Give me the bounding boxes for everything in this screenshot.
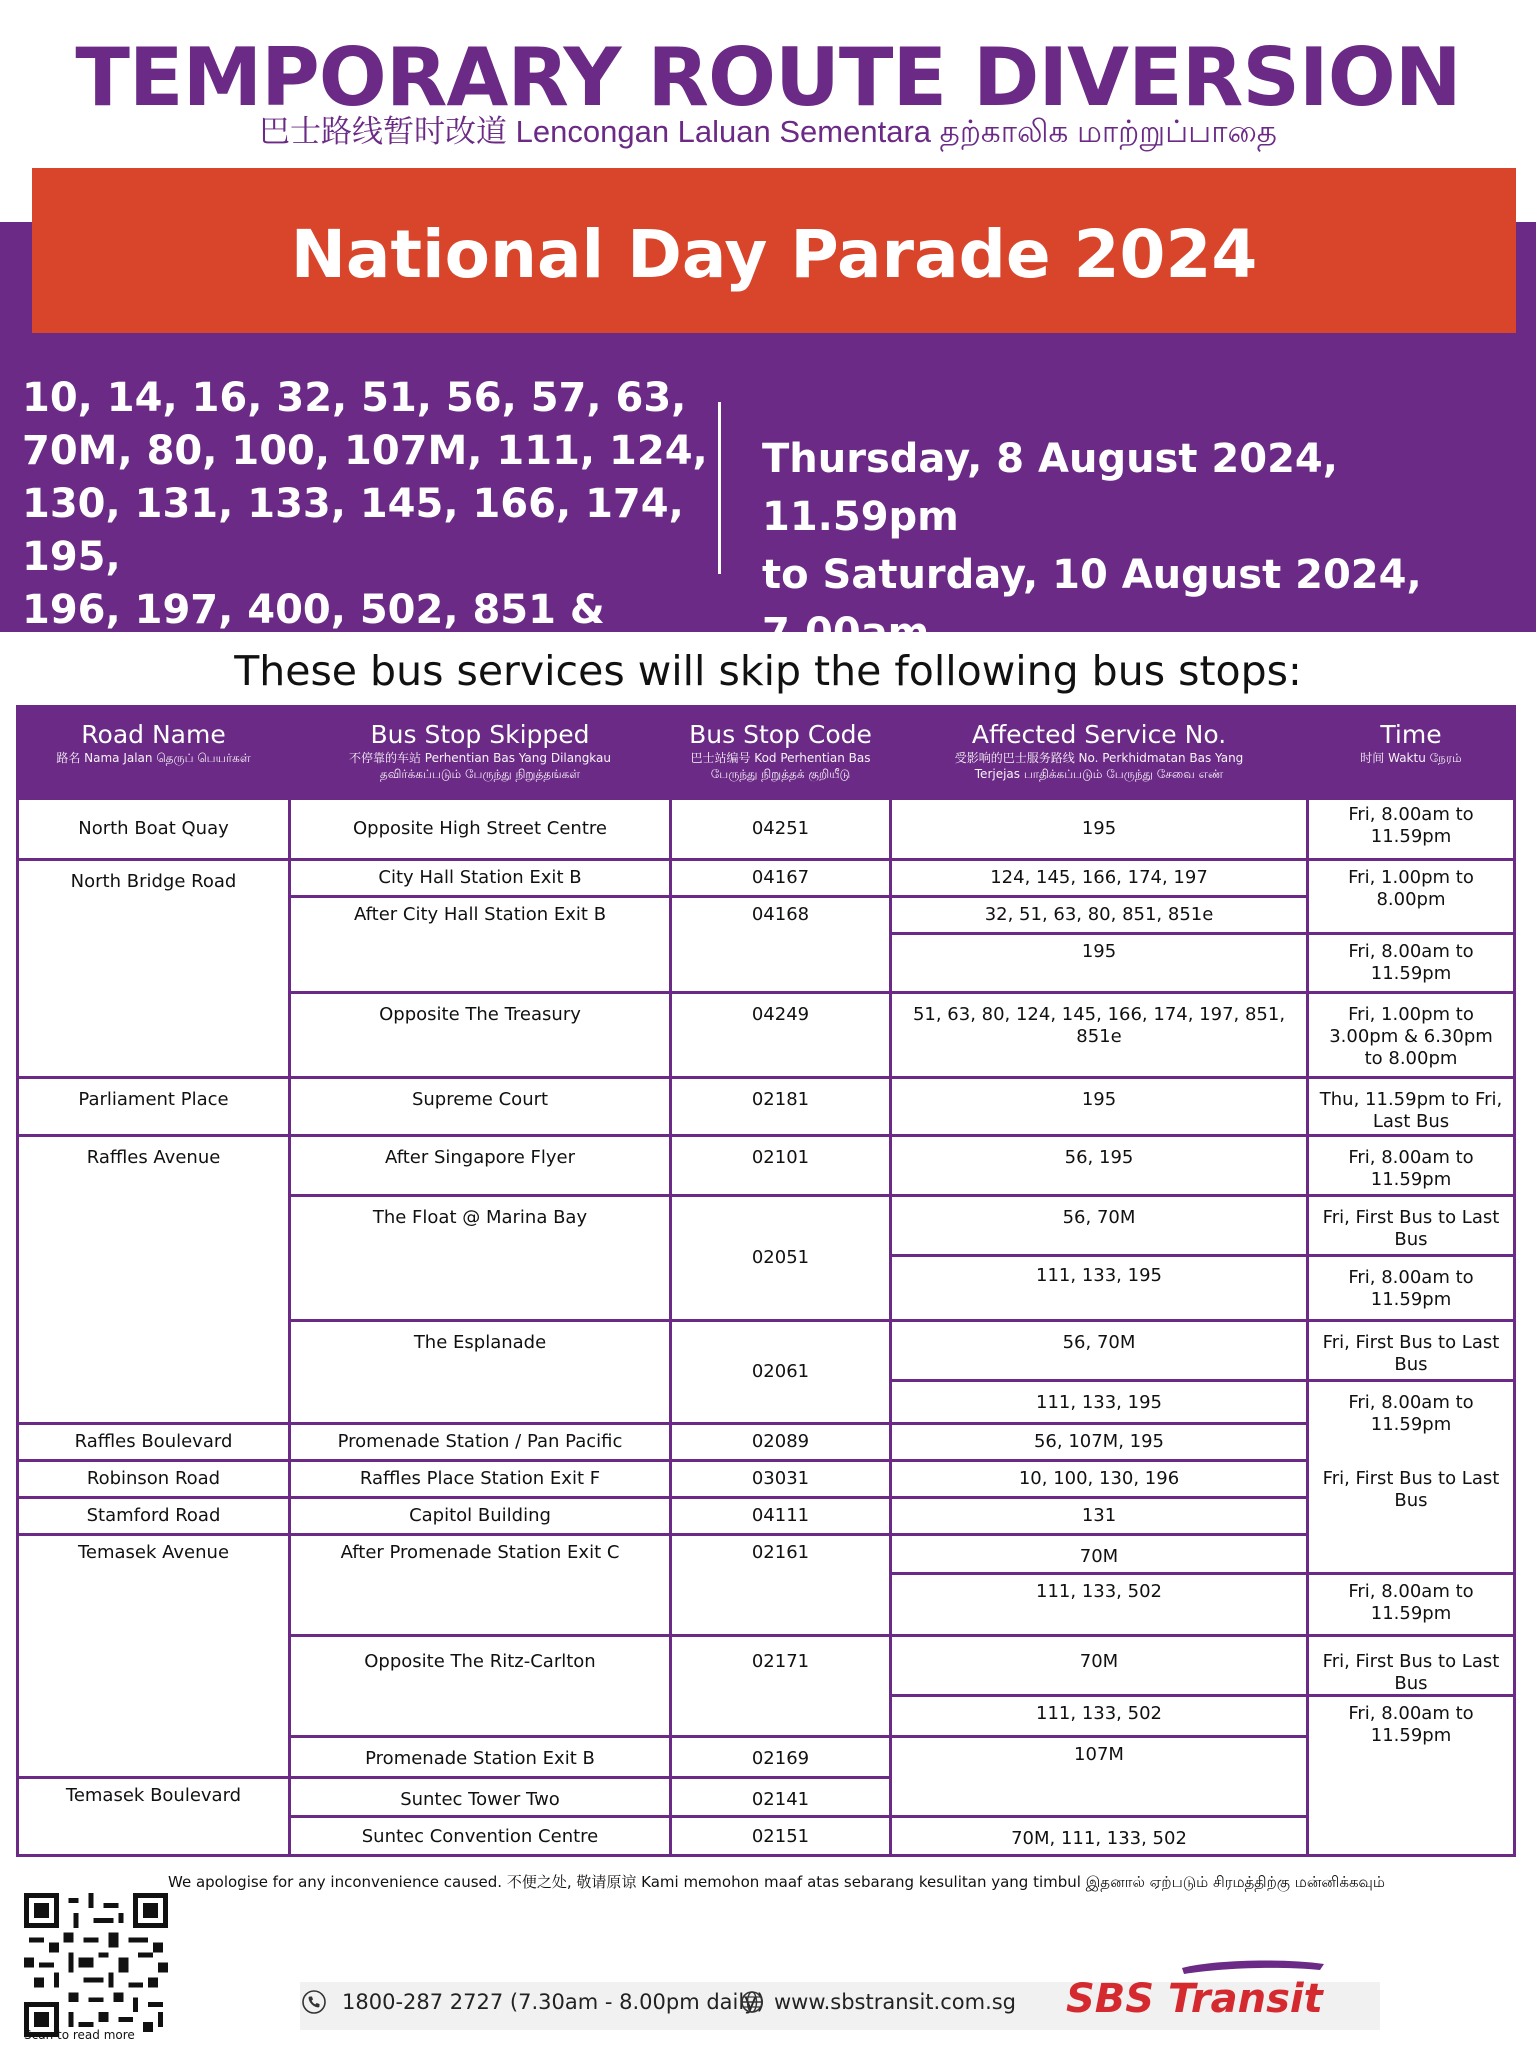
bus-stop-code-cell: 02051	[672, 1197, 889, 1319]
time-cell: Thu, 11.59pm to Fri, Last Bus	[1309, 1079, 1513, 1134]
header-bus-stop-skipped	[291, 708, 669, 797]
road-name-cell: North Bridge Road	[19, 861, 288, 1076]
bus-stop-cell: Supreme Court	[291, 1079, 669, 1134]
page-subtitle-multilingual: 巴士路线暂时改道 Lencongan Laluan Sementara தற்காலிக மாற்றுப்பாதை	[259, 114, 1277, 149]
bus-stop-code-cell: 04251	[672, 800, 889, 858]
affected-service-cell: 56, 70M	[892, 1322, 1306, 1379]
bus-stop-code-cell: 04111	[672, 1499, 889, 1533]
bus-stop-code-cell: 02169	[672, 1738, 889, 1776]
affected-service-cell: 70M	[892, 1536, 1306, 1572]
apology-note: We apologise for any inconvenience caused. 不便之处, 敬请原谅 Kami memohon maaf atas sebarang kesulitan yang timbul இதனால் ஏற்படும் சிரமத்திற்கு மன்னிக்கவும்	[168, 1873, 1385, 1891]
road-name-cell: Parliament Place	[19, 1079, 288, 1134]
affected-service-cell: 111, 133, 195	[892, 1382, 1306, 1422]
bus-stop-code-cell: 02141	[672, 1779, 889, 1815]
bus-stop-cell: The Esplanade	[291, 1322, 669, 1422]
bus-stop-code-cell: 02181	[672, 1079, 889, 1134]
affected-service-cell: 56, 70M	[892, 1197, 1306, 1254]
affected-service-cell: 131	[892, 1499, 1306, 1533]
bus-stop-cell: After Singapore Flyer	[291, 1137, 669, 1194]
affected-service-cell: 124, 145, 166, 174, 197	[892, 861, 1306, 895]
bus-stop-code-cell: 02061	[672, 1322, 889, 1422]
website-link[interactable]: www.sbstransit.com.sg	[774, 1990, 1017, 2014]
bus-stop-cell: Capitol Building	[291, 1499, 669, 1533]
time-cell: Fri, 8.00am to 11.59pm	[1309, 1697, 1513, 1854]
header-sublabel: தவிர்க்கப்படும் பேருந்து நிறுத்தங்கள்	[379, 767, 581, 781]
bus-stop-code-cell: 02101	[672, 1137, 889, 1194]
bus-stop-code-cell: 03031	[672, 1462, 889, 1496]
affected-service-cell: 32, 51, 63, 80, 851, 851e	[892, 898, 1306, 932]
affected-services-list	[22, 372, 712, 690]
time-cell: Fri, 1.00pm to 8.00pm	[1309, 861, 1513, 932]
header-sublabel: Terjejas பாதிக்கப்படும் பேருந்து சேவை எண்	[974, 767, 1224, 781]
road-name-cell: Temasek Boulevard	[19, 1779, 288, 1854]
time-cell: Fri, 8.00am to 11.59pm	[1309, 800, 1513, 858]
bus-stop-cell: After City Hall Station Exit B	[291, 898, 669, 991]
header-bus-stop-code	[672, 708, 889, 797]
header-label: Bus Stop Code	[689, 720, 872, 749]
bus-stop-cell: Suntec Tower Two	[291, 1779, 669, 1815]
header-sublabel: 受影响的巴士服务路线 No. Perkhidmatan Bas Yang	[954, 751, 1244, 765]
affected-service-cell: 70M	[892, 1637, 1306, 1694]
skip-heading: These bus services will skip the following bus stops:	[234, 647, 1302, 695]
diversion-period	[762, 430, 1522, 662]
header-sublabel: 时间 Waktu நேரம்	[1360, 751, 1462, 765]
bus-stop-cell: After Promenade Station Exit C	[291, 1536, 669, 1634]
bus-stop-cell: Promenade Station / Pan Pacific	[291, 1425, 669, 1459]
bus-stop-code-cell: 04249	[672, 994, 889, 1076]
affected-service-cell: 195	[892, 800, 1306, 858]
time-cell: Fri, 8.00am to 11.59pm	[1309, 1575, 1513, 1634]
services-line: 70M, 80, 100, 107M, 111, 124,	[22, 428, 708, 474]
time-cell: Fri, First Bus to Last Bus	[1309, 1197, 1513, 1254]
time-cell: Fri, 1.00pm to 3.00pm & 6.30pm to 8.00pm	[1309, 994, 1513, 1076]
bus-stop-code-cell: 02089	[672, 1425, 889, 1459]
banner-divider	[718, 402, 721, 574]
affected-service-cell: 10, 100, 130, 196	[892, 1462, 1306, 1496]
road-name-cell: Temasek Avenue	[19, 1536, 288, 1776]
bus-stop-cell: Suntec Convention Centre	[291, 1818, 669, 1854]
road-name-cell: Raffles Boulevard	[19, 1425, 288, 1459]
globe-icon	[740, 1990, 764, 2014]
header-sublabel: பேருந்து நிறுத்தக் குறியீடு	[710, 767, 851, 781]
header-sublabel: 不停靠的车站 Perhentian Bas Yang Dilangkau	[348, 751, 612, 765]
page-title: TEMPORARY ROUTE DIVERSION	[75, 31, 1461, 124]
bus-stop-cell: Promenade Station Exit B	[291, 1738, 669, 1776]
header-sublabel: 巴士站编号 Kod Perhentian Bas	[690, 751, 871, 765]
header-label: Time	[1380, 720, 1442, 749]
header-label: Affected Service No.	[971, 720, 1227, 749]
bus-stop-cell: Opposite High Street Centre	[291, 800, 669, 858]
affected-service-cell: 56, 195	[892, 1137, 1306, 1194]
phone-icon	[302, 1990, 326, 2014]
affected-service-cell: 111, 133, 195	[892, 1257, 1306, 1319]
time-cell: Fri, First Bus to Last Bus	[1309, 1462, 1513, 1572]
affected-service-cell: 56, 107M, 195	[892, 1425, 1306, 1459]
qr-caption: Scan to read more	[24, 2028, 135, 2042]
bus-stop-cell: Opposite The Ritz-Carlton	[291, 1637, 669, 1735]
road-name-cell: North Boat Quay	[19, 800, 288, 858]
event-title: National Day Parade 2024	[290, 216, 1258, 293]
time-cell: Fri, 8.00am to 11.59pm	[1309, 1382, 1513, 1496]
date-line: to Saturday, 10 August 2024, 7.00am	[762, 552, 1422, 656]
affected-service-cell: 51, 63, 80, 124, 145, 166, 174, 197, 851, 851e	[892, 994, 1306, 1076]
bus-stop-code-cell: 04168	[672, 898, 889, 991]
affected-service-cell: 111, 133, 502	[892, 1697, 1306, 1735]
time-cell: Fri, 8.00am to 11.59pm	[1309, 1137, 1513, 1194]
header-time	[1309, 708, 1513, 797]
affected-service-cell: 195	[892, 1079, 1306, 1134]
services-line: 130, 131, 133, 145, 166, 174, 195,	[22, 481, 684, 580]
bus-stop-cell: City Hall Station Exit B	[291, 861, 669, 895]
affected-service-cell: 111, 133, 502	[892, 1575, 1306, 1634]
time-cell: Fri, First Bus to Last Bus	[1309, 1637, 1513, 1694]
bus-stop-table	[16, 705, 1516, 1857]
affected-service-cell: 70M, 111, 133, 502	[892, 1818, 1306, 1854]
phone-number[interactable]: 1800-287 2727 (7.30am - 8.00pm daily)	[342, 1990, 765, 2014]
header-sublabel: 路名 Nama Jalan தெருப் பெயர்கள்	[56, 751, 251, 765]
header-label: Bus Stop Skipped	[370, 720, 590, 749]
qr-code[interactable]	[24, 1893, 168, 2037]
bus-stop-code-cell: 02161	[672, 1536, 889, 1634]
time-cell: Fri, 8.00am to 11.59pm	[1309, 1257, 1513, 1319]
services-line: 196, 197, 400, 502, 851 & 851e	[22, 587, 605, 686]
bus-stop-cell: The Float @ Marina Bay	[291, 1197, 669, 1319]
road-name-cell: Raffles Avenue	[19, 1137, 288, 1422]
header-road-name	[19, 708, 288, 797]
road-name-cell: Robinson Road	[19, 1462, 288, 1496]
services-line: 10, 14, 16, 32, 51, 56, 57, 63,	[22, 375, 687, 421]
header-label: Road Name	[81, 720, 226, 749]
logo-text: SBS Transit	[1066, 1976, 1323, 2022]
header-affected-service	[892, 708, 1306, 797]
bus-stop-cell: Opposite The Treasury	[291, 994, 669, 1076]
sbs-transit-logo	[1062, 1956, 1362, 2026]
bus-stop-code-cell: 02151	[672, 1818, 889, 1854]
bus-stop-cell: Raffles Place Station Exit F	[291, 1462, 669, 1496]
time-cell: Fri, First Bus to Last Bus	[1309, 1322, 1513, 1379]
bus-stop-code-cell: 02171	[672, 1637, 889, 1735]
date-line: Thursday, 8 August 2024, 11.59pm	[762, 436, 1338, 540]
affected-service-cell: 107M	[892, 1738, 1306, 1815]
bus-stop-code-cell: 04167	[672, 861, 889, 895]
affected-service-cell: 195	[892, 935, 1306, 991]
time-cell: Fri, 8.00am to 11.59pm	[1309, 935, 1513, 991]
road-name-cell: Stamford Road	[19, 1499, 288, 1533]
